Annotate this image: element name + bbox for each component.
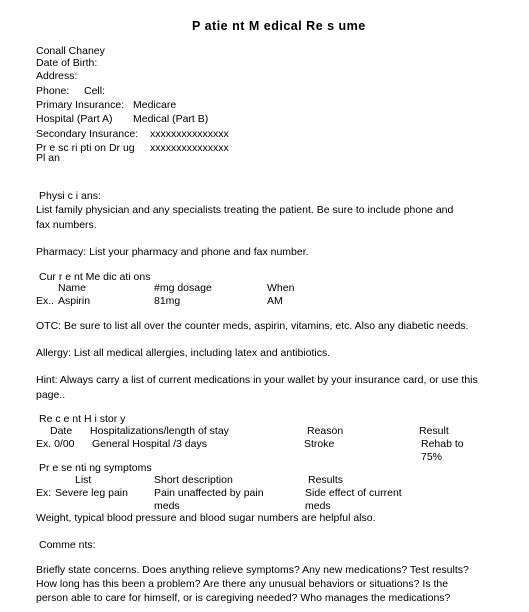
history-header-hospitalizations: Hospitalizations/length of stay [90,425,229,437]
weight-note: Weight, typical blood pressure and blood sugar numbers are helpful also. [36,512,376,524]
comments-heading: Comme nts: [39,539,96,551]
med-header-name: Name [58,282,87,294]
allergy-text: Allergy: List all medical allergies, including latex and antibiotics. [36,347,331,359]
physicians-text-2: fax numbers. [36,219,97,231]
secondary-insurance-label: Secondary Insurance: [36,128,139,140]
address-label: Address: [36,70,78,82]
med-example-when: AM [267,295,283,307]
history-example-hospital: General Hospital /3 days [92,438,207,450]
hospital-part-a: Hospital (Part A) [36,113,113,125]
phone-label: Phone: [36,85,70,97]
symptom-header-results: Results [308,474,344,486]
comments-text-3: person able to care for himself, or is caregiving needed? Who manages the medications? [36,592,451,604]
comments-text-2: How long has this been a problem? Are there any unusual behaviors or situations? Is the [36,578,449,590]
physicians-heading: Physi c i ans: [39,190,101,202]
pharmacy-text: Pharmacy: List your pharmacy and phone and fax number. [36,246,309,258]
presenting-symptoms-heading: Pr e se nti ng symptoms [39,462,152,474]
symptom-example-prefix: Ex: [36,487,52,499]
prescription-plan-label: Pl an [36,152,60,164]
page-title: P atie nt M edical Re s ume [192,19,366,33]
comments-text-1: Briefly state concerns. Does anything relieve symptoms? Any new medications? Test results? [36,564,469,576]
history-example-reason: Stroke [304,438,335,450]
history-example-date: Ex. 0/00 [36,438,75,450]
med-header-dosage: #mg dosage [154,282,212,294]
cell-label: Cell: [84,85,106,97]
symptom-example-description: Pain unaffected by pain [154,487,264,499]
secondary-insurance-value: xxxxxxxxxxxxxxx [150,128,229,140]
symptom-example-results-cont: meds [305,500,331,512]
med-example-prefix: Ex.. [36,295,55,307]
symptom-example-results: Side effect of current [305,487,402,499]
current-medications-heading: Cur r e nt Me dic ati ons [39,271,151,283]
symptom-header-list: List [75,474,92,486]
hint-text-2: page.. [36,389,66,401]
medical-part-b: Medical (Part B) [133,113,209,125]
history-header-date: Date [50,425,73,437]
prescription-drug-value: xxxxxxxxxxxxxxx [150,142,229,154]
prescription-drug-label: Pr e sc ri pti on Dr ug [36,142,135,154]
symptom-example-list: Severe leg pain [55,487,128,499]
med-example-name: Aspirin [58,295,91,307]
history-example-result-cont: 75% [421,451,443,463]
recent-history-heading: Re c e nt H i stor y [39,413,126,425]
history-header-reason: Reason [307,425,344,437]
dob-label: Date of Birth: [36,57,98,69]
history-header-result: Result [419,425,449,437]
symptom-header-description: Short description [154,474,233,486]
primary-insurance-value: Medicare [133,99,177,111]
hint-text-1: Hint: Always carry a list of current medications in your wallet by your insurance card, or use this [36,374,478,386]
med-example-dosage: 81mg [154,295,181,307]
primary-insurance-label: Primary Insurance: [36,99,125,111]
symptom-example-description-cont: meds [154,500,180,512]
med-header-when: When [267,282,295,294]
physicians-text-1: List family physician and any specialists treating the patient. Be sure to include phone and [36,204,454,216]
patient-name: Conall Chaney [36,45,105,57]
history-example-result: Rehab to [421,438,464,450]
otc-text: OTC: Be sure to list all over the counter meds, aspirin, vitamins, etc. Also any diabetic needs. [36,320,469,332]
